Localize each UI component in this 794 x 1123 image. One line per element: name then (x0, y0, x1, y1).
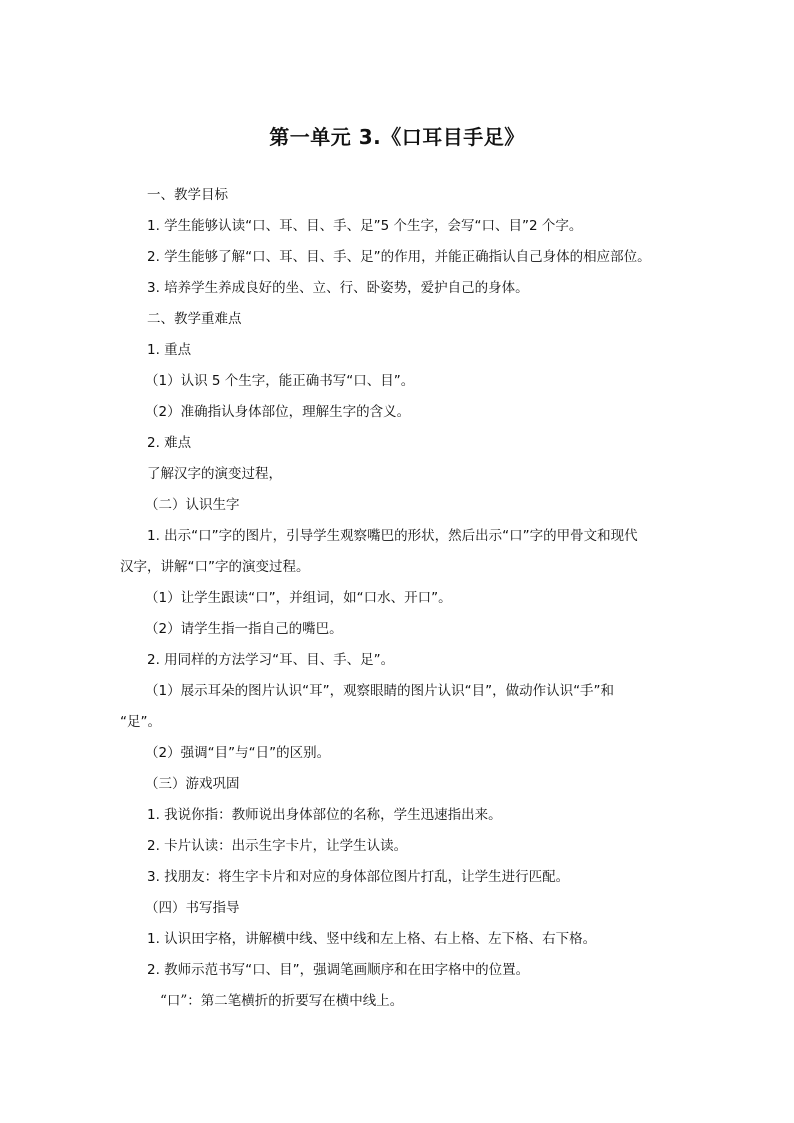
paragraph: （1）展示耳朵的图片认识“耳”，观察眼睛的图片认识“目”，做动作认识“手”和 (145, 683, 615, 699)
section-heading: （二）认识生字 (145, 497, 240, 513)
paragraph: （2）准确指认身体部位，理解生字的含义。 (145, 404, 411, 420)
paragraph: “口”：第二笔横折的折要写在横中线上。 (160, 993, 404, 1009)
section-heading: （四）书写指导 (145, 900, 240, 916)
paragraph: 2. 难点 (147, 435, 192, 451)
paragraph: “足”。 (120, 714, 161, 730)
paragraph: 3. 找朋友：将生字卡片和对应的身体部位图片打乱，让学生进行匹配。 (147, 869, 570, 885)
paragraph: 2. 学生能够了解“口、耳、目、手、足”的作用，并能正确指认自己身体的相应部位。 (147, 249, 651, 265)
paragraph: 1. 重点 (147, 342, 192, 358)
paragraph: 2. 教师示范书写“口、目”，强调笔画顺序和在田字格中的位置。 (147, 962, 530, 978)
section-heading: （三）游戏巩固 (145, 776, 240, 792)
paragraph: 1. 学生能够认读“口、耳、目、手、足”5 个生字，会写“口、目”2 个字。 (147, 218, 583, 234)
paragraph: 1. 出示“口”字的图片，引导学生观察嘴巴的形状，然后出示“口”字的甲骨文和现代 (147, 528, 638, 544)
document-body (120, 180, 680, 1017)
paragraph: 2. 卡片认读：出示生字卡片，让学生认读。 (147, 838, 408, 854)
paragraph: 汉字，讲解“口”字的演变过程。 (120, 559, 310, 575)
document-title: 第一单元 3.《口耳目手足》 (269, 125, 525, 149)
section-heading: 一、教学目标 (147, 187, 228, 203)
paragraph: 3. 培养学生养成良好的坐、立、行、卧姿势，爱护自己的身体。 (147, 280, 529, 296)
paragraph: 了解汉字的演变过程， (147, 466, 282, 482)
paragraph: （1）让学生跟读“口”，并组词，如“口水、开口”。 (145, 590, 452, 606)
paragraph: 1. 我说你指：教师说出身体部位的名称，学生迅速指出来。 (147, 807, 502, 823)
paragraph: 2. 用同样的方法学习“耳、目、手、足”。 (147, 652, 395, 668)
paragraph: （2）强调“目”与“日”的区别。 (145, 745, 331, 761)
paragraph: 1. 认识田字格，讲解横中线、竖中线和左上格、右上格、左下格、右下格。 (147, 931, 597, 947)
section-heading: 二、教学重难点 (147, 311, 242, 327)
paragraph: （2）请学生指一指自己的嘴巴。 (145, 621, 343, 637)
paragraph: （1）认识 5 个生字，能正确书写“口、目”。 (145, 373, 415, 389)
